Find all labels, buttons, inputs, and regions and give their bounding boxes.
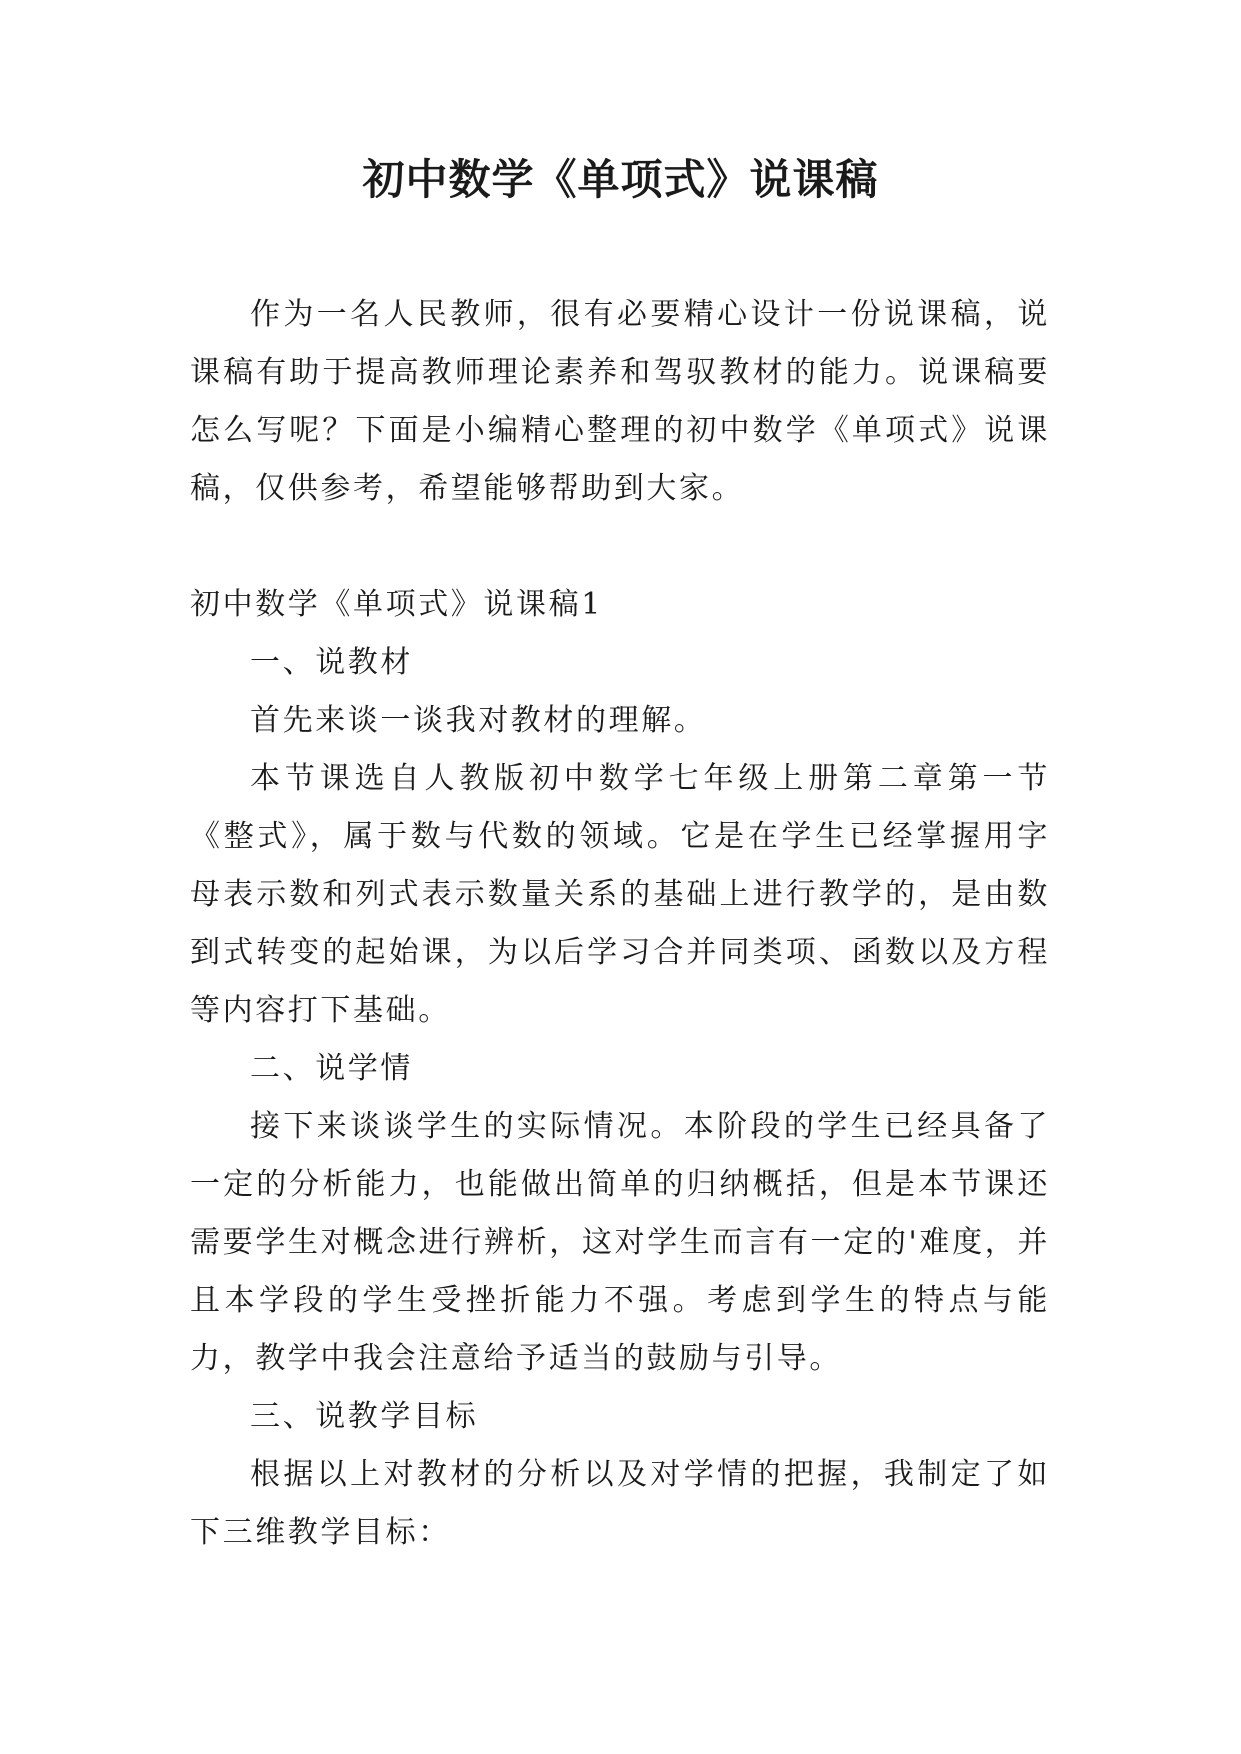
paragraph: 本节课选自人教版初中数学七年级上册第二章第一节《整式》，属于数与代数的领域。它是在学生已经掌握用字母表示数和列式表示数量关系的基础上进行教学的，是由数到式转变的起始课，为以后学习合并同类项、函数以及方程等内容打下基础。 bbox=[190, 761, 1050, 1028]
article-body bbox=[190, 576, 1050, 1562]
intro-paragraph: 作为一名人民教师，很有必要精心设计一份说课稿，说课稿有助于提高教师理论素养和驾驭教材的能力。说课稿要怎么写呢？下面是小编精心整理的初中数学《单项式》说课稿，仅供参考，希望能够帮助到大家。 bbox=[190, 297, 1050, 506]
paragraph: 根据以上对教材的分析以及对学情的把握，我制定了如下三维教学目标： bbox=[190, 1457, 1050, 1550]
section-heading-objectives: 三、说教学目标 bbox=[250, 1399, 479, 1434]
section-heading-textbook: 一、说教材 bbox=[250, 645, 413, 680]
section-heading-students: 二、说学情 bbox=[250, 1051, 413, 1086]
document-title: 初中数学《单项式》说课稿 bbox=[362, 155, 879, 204]
paragraph: 首先来谈一谈我对教材的理解。 bbox=[250, 703, 707, 738]
paragraph: 接下来谈谈学生的实际情况。本阶段的学生已经具备了一定的分析能力，也能做出简单的归纳概括，但是本节课还需要学生对概念进行辨析，这对学生而言有一定的'难度，并且本学段的学生受挫折能力不强。考虑到学生的特点与能力，教学中我会注意给予适当的鼓励与引导。 bbox=[190, 1109, 1050, 1376]
article-heading: 初中数学《单项式》说课稿1 bbox=[190, 587, 603, 622]
intro-block bbox=[190, 286, 1050, 518]
